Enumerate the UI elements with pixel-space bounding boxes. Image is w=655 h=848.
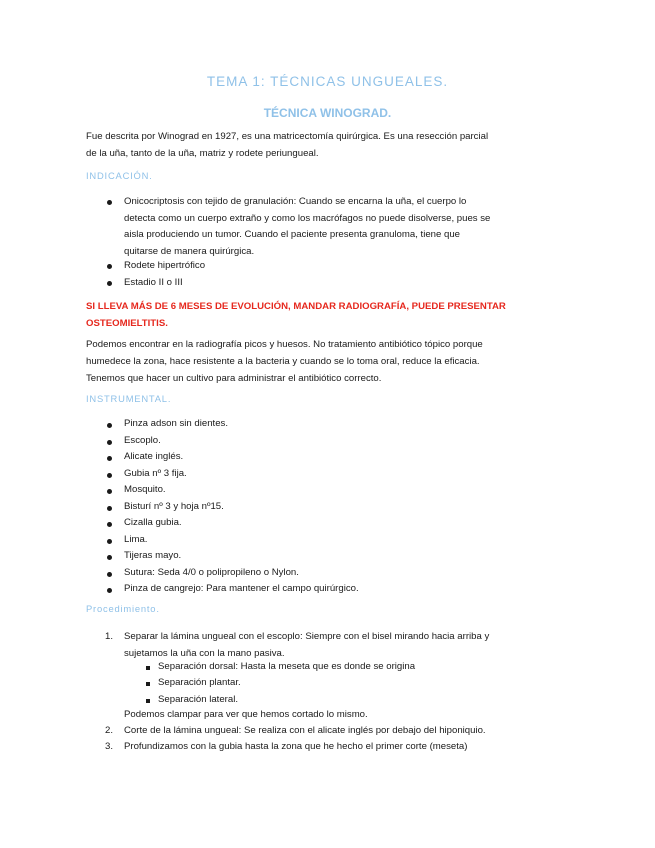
- sub-list-item: Separación plantar.: [158, 677, 241, 688]
- page-title: TEMA 1: TÉCNICAS UNGUEALES.: [206, 74, 449, 89]
- list-item: Lima.: [124, 534, 148, 545]
- square-bullet-icon: [146, 666, 150, 670]
- intro-line: de la uña, tanto de la uña, matriz y rodete periungueal.: [86, 148, 319, 159]
- sub-list-item: Separación dorsal: Hasta la meseta que es donde se origina: [158, 661, 416, 672]
- list-item: Tijeras mayo.: [124, 550, 182, 561]
- warning-text: [86, 298, 506, 332]
- bullet-icon: [107, 440, 112, 445]
- list-item-line: detecta como un cuerpo extraño y como los macrófagos no puede disolverse, pues se: [124, 212, 491, 224]
- bullet-icon: [107, 264, 112, 269]
- list-item-line: aisla produciendo un tumor. Cuando el paciente presenta granuloma, tiene que: [124, 229, 461, 240]
- intro-line: Fue descrita por Winograd en 1927, es una matricectomía quirúrgica. Es una resección parcial: [86, 131, 489, 142]
- sub-list-item: Separación lateral.: [158, 694, 238, 705]
- warning-line: OSTEOMIELTITIS.: [86, 318, 168, 329]
- step-line: sujetamos la uña con la mano pasiva.: [124, 647, 285, 659]
- bullet-icon: [107, 200, 112, 205]
- bullet-icon: [107, 522, 112, 527]
- list-item: Gubia nº 3 fija.: [124, 468, 187, 479]
- paragraph-line: humedece la zona, hace resistente a la bacteria y cuando se lo toma oral, reduce la eficacia.: [86, 356, 480, 367]
- bullet-icon: [107, 555, 112, 560]
- paragraph-line: Podemos encontrar en la radiografía picos y huesos. No tratamiento antibiótico tópico porque: [86, 339, 483, 350]
- step-note: Podemos clampar para ver que hemos cortado lo mismo.: [124, 709, 368, 720]
- bullet-icon: [107, 423, 112, 428]
- paragraph-line: Tenemos que hacer un cultivo para administrar el antibiótico correcto.: [86, 373, 382, 384]
- list-item: Estadio II o III: [124, 277, 183, 288]
- list-item: Mosquito.: [124, 484, 166, 495]
- step-text: Corte de la lámina ungueal: Se realiza con el alicate inglés por debajo del hiponiquio.: [124, 725, 486, 736]
- list-item: Pinza adson sin dientes.: [124, 418, 228, 429]
- bullet-icon: [107, 489, 112, 494]
- radiografia-paragraph: [86, 336, 483, 387]
- bullet-icon: [107, 506, 112, 511]
- list-item: [124, 194, 490, 260]
- intro-paragraph: [86, 128, 488, 162]
- list-item: Bisturí nº 3 y hoja nº15.: [124, 501, 224, 512]
- list-item: Pinza de cangrejo: Para mantener el campo quirúrgico.: [124, 583, 359, 594]
- list-item: Cizalla gubia.: [124, 517, 182, 528]
- bullet-icon: [107, 473, 112, 478]
- list-item: Sutura: Seda 4/0 o polipropileno o Nylon.: [124, 567, 299, 578]
- list-item: Alicate inglés.: [124, 451, 184, 462]
- step-number: 3.: [105, 741, 114, 752]
- bullet-icon: [107, 588, 112, 593]
- step-number: 2.: [105, 725, 114, 736]
- list-item: Escoplo.: [124, 435, 161, 446]
- bullet-icon: [107, 281, 112, 286]
- list-item: Rodete hipertrófico: [124, 260, 206, 271]
- square-bullet-icon: [146, 682, 150, 686]
- step-text: Profundizamos con la gubia hasta la zona que he hecho el primer corte (meseta): [124, 741, 468, 752]
- square-bullet-icon: [146, 699, 150, 703]
- step-line: Separar la lámina ungueal con el escoplo: Siempre con el bisel mirando hacia arriba y: [124, 631, 490, 642]
- step-number: 1.: [105, 631, 114, 642]
- list-item-line: Onicocriptosis con tejido de granulación: Cuando se encarna la uña, el cuerpo lo: [124, 196, 467, 207]
- bullet-icon: [107, 456, 112, 461]
- warning-line: SI LLEVA MÁS DE 6 MESES DE EVOLUCIÓN, MANDAR RADIOGRAFÍA, PUEDE PRESENTAR: [86, 301, 506, 312]
- step-text: [124, 629, 489, 662]
- bullet-icon: [107, 539, 112, 544]
- instrumental-heading: INSTRUMENTAL.: [86, 393, 172, 404]
- section-title: TÉCNICA WINOGRAD.: [263, 106, 392, 120]
- indicacion-heading: INDICACIÓN.: [86, 170, 153, 181]
- list-item-line: quitarse de manera quirúrgica.: [124, 245, 255, 257]
- procedimiento-heading: Procedimiento.: [86, 603, 160, 614]
- bullet-icon: [107, 572, 112, 577]
